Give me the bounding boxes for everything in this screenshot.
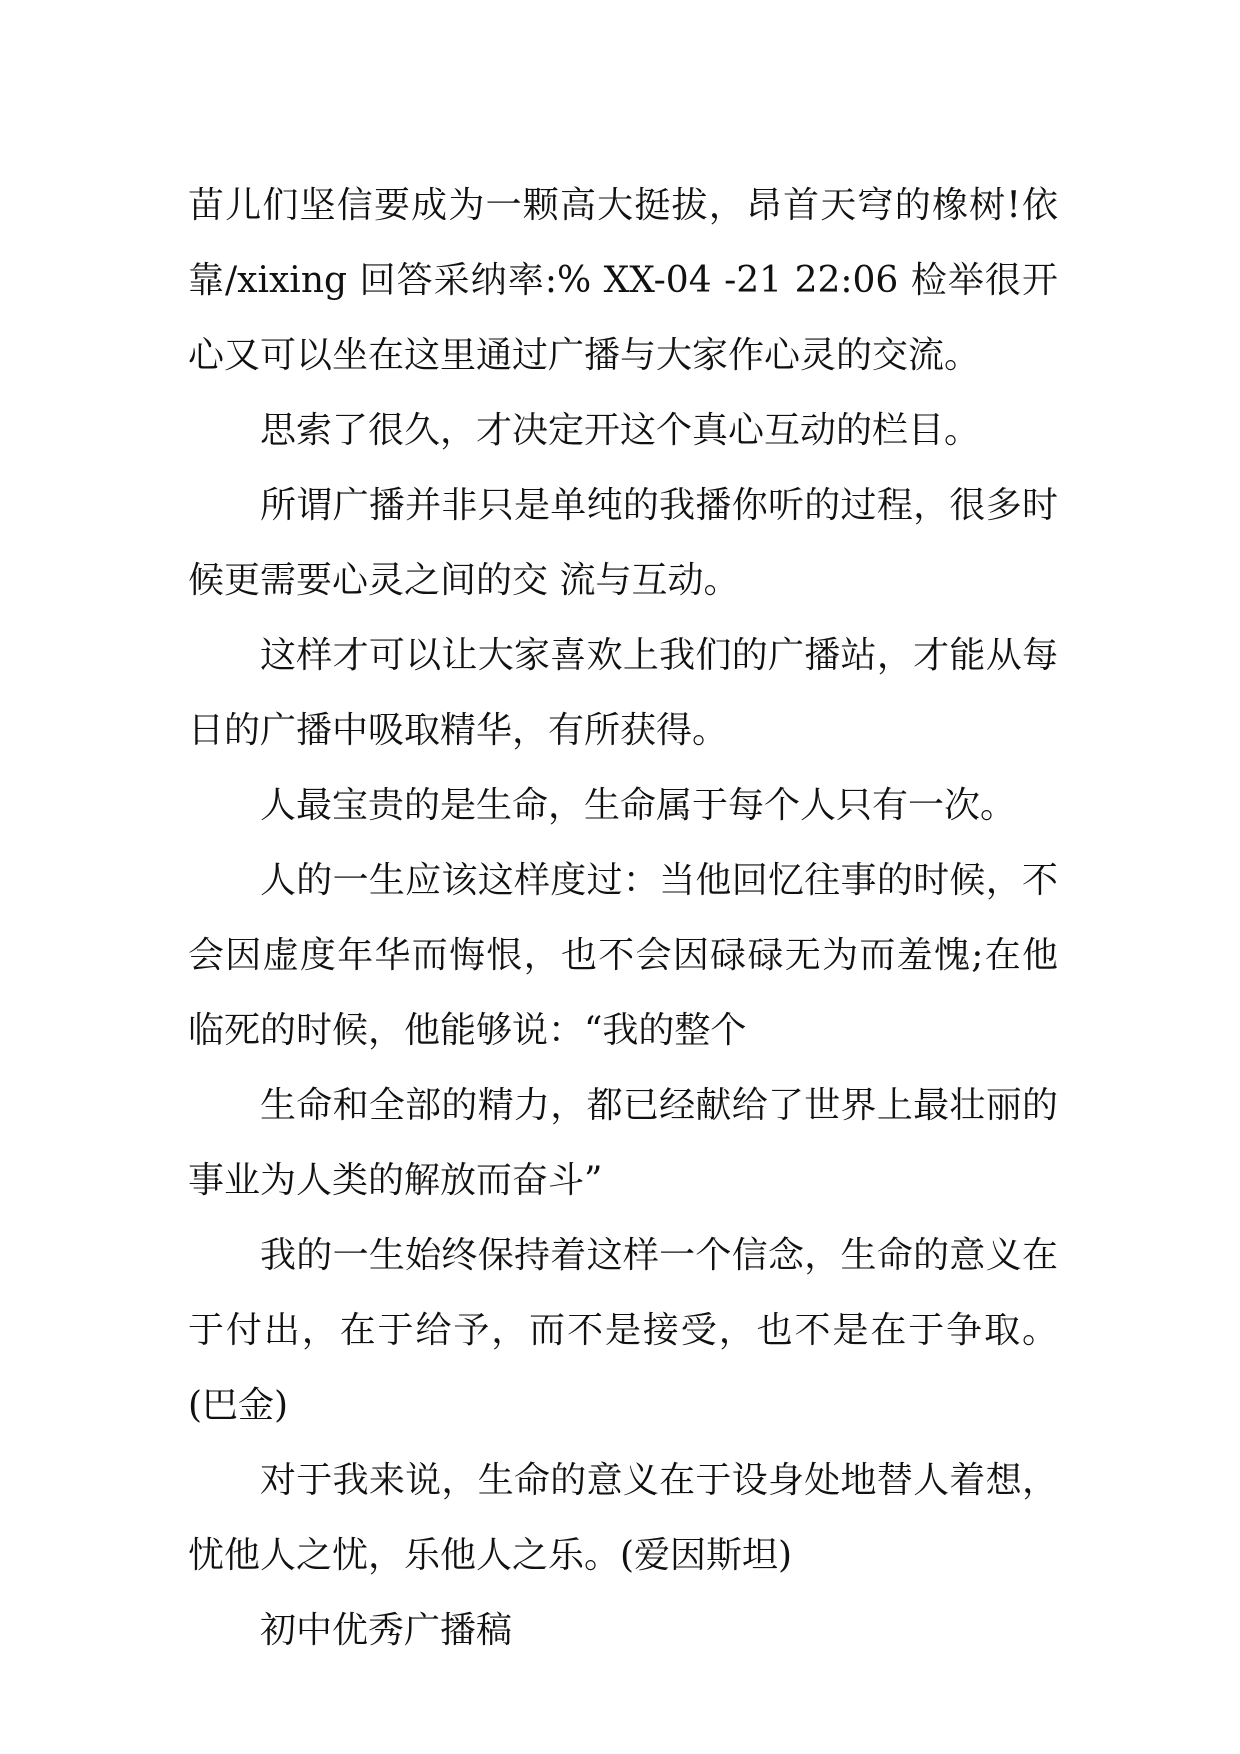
paragraph: 这样才可以让大家喜欢上我们的广播站，才能从每日的广播中吸取精华，有所获得。 <box>188 635 1058 751</box>
paragraph: 我的一生始终保持着这样一个信念，生命的意义在于付出，在于给予，而不是接受，也不是在于争取。(巴金) <box>188 1235 1058 1426</box>
paragraph: 生命和全部的精力，都已经献给了世界上最壮丽的事业为人类的解放而奋斗” <box>188 1085 1058 1201</box>
paragraph: 思索了很久，才决定开这个真心互动的栏目。 <box>260 410 981 451</box>
paragraph: 苗儿们坚信要成为一颗高大挺拔，昂首天穹的橡树!依靠/xixing 回答采纳率:% XX-04 -21 22:06 检举很开心又可以坐在这里通过广播与大家作心灵的交流。 <box>188 185 1058 376</box>
paragraph: 所谓广播并非只是单纯的我播你听的过程，很多时候更需要心灵之间的交 流与互动。 <box>188 485 1058 601</box>
section-title: 初中优秀广播稿 <box>260 1610 513 1651</box>
paragraph: 人最宝贵的是生命，生命属于每个人只有一次。 <box>260 785 1017 826</box>
document-body <box>188 168 1058 1668</box>
paragraph: 人的一生应该这样度过：当他回忆往事的时候，不会因虚度年华而悔恨，也不会因碌碌无为而羞愧;在他临死的时候，他能够说：“我的整个 <box>188 860 1058 1051</box>
paragraph: 对于我来说，生命的意义在于设身处地替人着想，忧他人之忧，乐他人之乐。(爱因斯坦) <box>188 1460 1058 1576</box>
